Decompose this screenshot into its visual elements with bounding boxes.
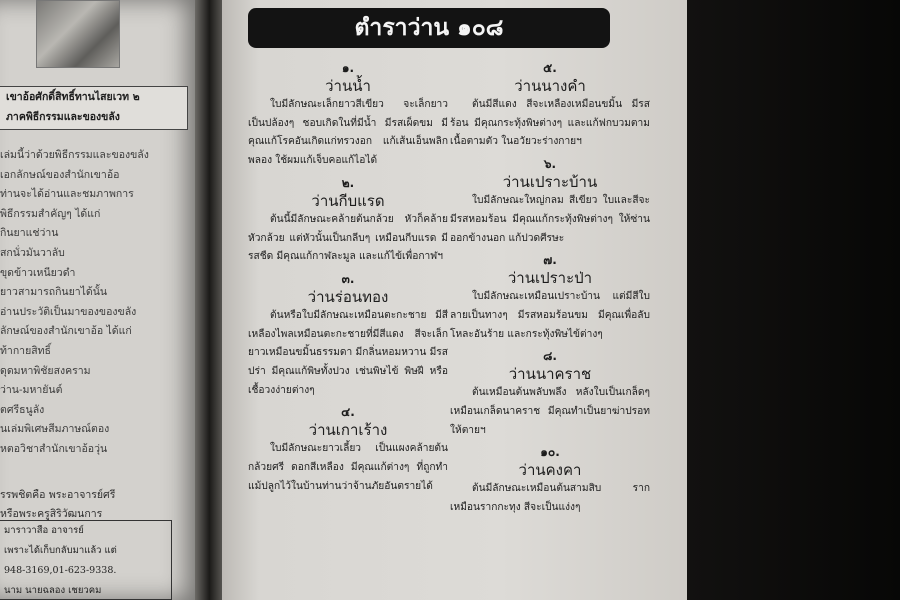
entry-number: ๓. <box>341 271 355 286</box>
page-title: ตำราว่าน ๑๐๘ <box>248 8 610 48</box>
entry-number: ๗. <box>543 253 557 268</box>
text-line: เอกลักษณ์ของสำนักเขาอ้อ <box>0 168 120 181</box>
banner-line: ภาคพิธีกรรมและของขลัง <box>6 111 120 123</box>
text-line: ลักษณ์ของสำนักเขาอ้อ ได้แก่ <box>0 325 132 338</box>
entry-body: ต้นมีลักษณะเหมือนต้นสามสิบ รากเหมือนรากกะทุง สีจะเป็นแง่งๆ <box>450 483 650 514</box>
entry-body: ต้นหรือใบมีลักษณะเหมือนตะกะชาย มีสีเหลืองไพลเหมือนตะกะชายที่มีสีแดง สีจะเล็กยาวเหมือนขมิ้นธรรมดา มีกลิ่นหอมหวาน มีรสปร่า มีคุณแก้พิษทั้งปวง เช่นพิษไข้ พิษฝี หรือเชื้อวงง่ายต่างๆ <box>248 309 448 396</box>
entry-number: ๔. <box>341 405 355 420</box>
entry-name: ว่านคงคา <box>518 461 582 480</box>
entry <box>450 252 650 344</box>
entry <box>248 271 448 401</box>
text-line: อ่านประวัติเป็นมาของของขลัง <box>0 305 137 318</box>
box-line: นาม นายฉลอง เชยวคม <box>4 585 102 596</box>
box-line: เพราะได้เก็บกลับมาแล้ว แต่ <box>4 545 117 556</box>
entry-body: ใบมีลักษณะเหมือนเปราะบ้าน แต่มีสีใบลายเป็นทางๆ มีรสหอมร้อนขม มีคุณเพื่อลับโหละอันร้าย และกระทุ้งพิษไข้ต่างๆ <box>450 291 650 340</box>
entry <box>248 175 448 267</box>
entry-number: ๕. <box>543 61 557 75</box>
entry-number: ๑. <box>341 61 355 75</box>
entry-body: ใบมีลักษณะยาวเลี้ยว เป็นแผงคล้ายต้นกล้วยศรี ดอกสีเหลือง มีคุณแก้ต่างๆ ที่ถูกทำ แม้ปลูกไว้ในบ้านท่านว่าจ้านภัยอันตรายได้ <box>248 443 448 492</box>
entry-name: ว่านนางคำ <box>514 77 586 95</box>
left-page-banner <box>0 86 188 130</box>
box-line: 948-3169,01-623-9338. <box>4 565 117 576</box>
entry-number: ๖. <box>543 157 557 172</box>
entry <box>248 60 448 171</box>
entry-number: ๘. <box>543 349 557 364</box>
text-line: ดุดมหาพิชัยสงคราม <box>0 364 91 377</box>
entry-name: ว่านเปราะบ้าน <box>502 173 598 192</box>
left-page-credit <box>0 486 190 524</box>
entries-column-right <box>450 60 650 522</box>
dark-background <box>687 0 900 600</box>
entry-number: ๒. <box>341 175 355 190</box>
left-page-text <box>0 146 192 460</box>
text-line: นเล่มพิเศษสีมภาษณ์ตอง <box>0 423 110 436</box>
text-line: ตศรีธนูลัง <box>0 403 45 416</box>
text-line: กินยาแช่ว่าน <box>0 227 59 240</box>
entry-name: ว่านกีบแรด <box>311 191 385 210</box>
text-line: ขุดข้าวเหนียวดำ <box>0 266 76 279</box>
banner-line: เขาอ้อศักดิ์สิทธิ์ทานไสยเวท ๒ <box>6 91 140 103</box>
entries-column-left <box>248 60 448 501</box>
left-page-box <box>0 520 172 600</box>
entry-name: ว่านเปราะป่า <box>507 269 593 288</box>
entry-name: ว่านร่อนทอง <box>307 287 389 306</box>
entry <box>450 348 650 440</box>
entry <box>450 444 650 517</box>
text-line: ท่านจะได้อ่านและชมภาพการ <box>0 188 134 201</box>
entry <box>248 404 448 496</box>
text-line: หตอวิชาสำนักเขาอ้อวุ่น <box>0 442 108 455</box>
text-line: พิธีกรรมสำคัญๆ ได้แก่ <box>0 207 101 220</box>
credit-line: หรือพระครูสิริวัฒนการ <box>0 508 103 520</box>
right-page <box>222 0 687 600</box>
credit-line: รรพชิตคือ พระอาจารย์ศรี <box>0 489 116 501</box>
box-line: มาราวาสือ อาจารย์ <box>4 525 84 536</box>
entry-number: ๑๐. <box>540 445 560 460</box>
text-line: ท้ากายสิทธิ์ <box>0 344 51 357</box>
entry-name: ว่านน้ำ <box>325 77 371 95</box>
entry <box>450 156 650 248</box>
entry-body: ต้นเหมือนต้นพลับพลึง หลังใบเป็นเกล็ดๆ เหมือนเกล็ดนาคราช มีคุณทำเป็นยาฆ่าปรอทให้ตายฯ <box>450 387 650 436</box>
text-line: สกนั่วมันวาลับ <box>0 246 65 259</box>
left-page-photo <box>36 0 120 68</box>
entry-body: ต้นนี้มีลักษณะคล้ายต้นกล้วย หัวก็คล้ายหัวกล้วย แต่หัวนั้นเป็นกลีบๆ เหมือนกีบแรด มีรสชืด มีคุณแก้กาฬละมูล และแก้ไข้เพื่อกาฬฯ <box>248 213 448 263</box>
text-line: เล่มนี้ว่าด้วยพิธีกรรมและของขลัง <box>0 149 149 161</box>
text-line: ว่าน-มหายันต์ <box>0 384 63 397</box>
entry-name: ว่านเกาเร้าง <box>308 421 388 440</box>
entry-body: ใบมีลักษณะเล็กยาวสีเขียว จะเล็กยาวเป็นปล้องๆ ชอบเกิดในที่มีน้ำ มีรสเผ็ดขม มีคุณแก้โรคอันเกิดแก่ทรวงอก แก้เส้นเอ็นพลิกพลอง ใช้ผมแก้เจ็บคอแก้ไอได้ <box>248 99 448 167</box>
entry-name: ว่านนาคราช <box>508 365 592 384</box>
entry-body: ใบมีลักษณะใหญ่กลม สีเขียว ใบและสีจะมีรสหอมร้อน มีคุณแก้กระทุ้งพิษต่างๆ ให้ซ่านออกข้างนอก แก้ปวดศีรษะ <box>450 195 650 244</box>
text-line: ยาวสามารถกินยาได้นั้น <box>0 286 108 299</box>
left-page <box>0 0 205 600</box>
entry-body: ต้นมีสีแดง สีจะเหลืองเหมือนขมิ้น มีรสร้อน มีคุณกระทุ้งพิษต่างๆ และแก้ฟกบวมตามเนื้อตามตัว ในอวัยวะร่างกายฯ <box>450 99 650 148</box>
entry <box>450 60 650 152</box>
